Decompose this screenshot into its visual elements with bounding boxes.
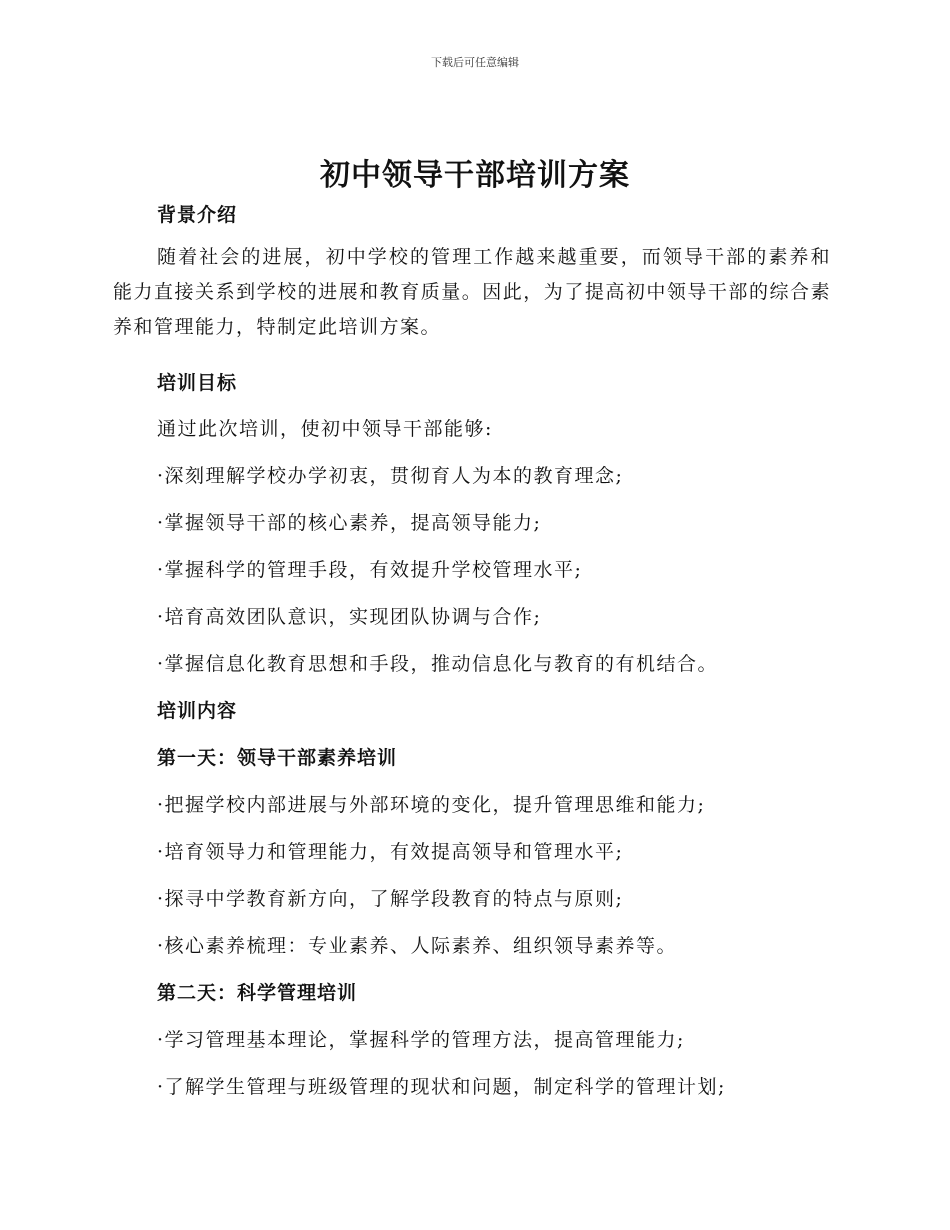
goal-item: ·掌握科学的管理手段，有效提升学校管理水平; <box>157 559 583 581</box>
day1-item: ·探寻中学教育新方向，了解学段教育的特点与原则; <box>157 888 624 910</box>
day1-item: ·核心素养梳理：专业素养、人际素养、组织领导素养等。 <box>157 935 678 957</box>
header-note: 下载后可任意编辑 <box>431 56 519 69</box>
goals-intro: 通过此次培训，使初中领导干部能够: <box>157 418 493 440</box>
goal-item: ·培育高效团队意识，实现团队协调与合作; <box>157 606 542 628</box>
document-title: 初中领导干部培训方案 <box>320 158 630 193</box>
day2-item: ·了解学生管理与班级管理的现状和问题，制定科学的管理计划; <box>157 1076 726 1098</box>
background-paragraph: 随着社会的进展，初中学校的管理工作越来越重要，而领导干部的素养和能力直接关系到学校的进展和教育质量。因此，为了提高初中领导干部的综合素养和管理能力，特制定此培训方案。 <box>113 246 831 338</box>
section-heading-background: 背景介绍 <box>157 204 238 226</box>
goal-item: ·掌握领导干部的核心素养，提高领导能力; <box>157 512 542 534</box>
section-heading-content: 培训内容 <box>157 700 238 722</box>
day2-item: ·学习管理基本理论，掌握科学的管理方法，提高管理能力; <box>157 1029 685 1051</box>
goal-item: ·掌握信息化教育思想和手段，推动信息化与教育的有机结合。 <box>157 653 719 675</box>
day1-heading: 第一天：领导干部素养培训 <box>157 747 398 769</box>
day2-heading: 第二天：科学管理培训 <box>157 982 358 1004</box>
section-heading-goals: 培训目标 <box>157 372 238 394</box>
day1-item: ·把握学校内部进展与外部环境的变化，提升管理思维和能力; <box>157 794 706 816</box>
goal-item: ·深刻理解学校办学初衷，贯彻育人为本的教育理念; <box>157 465 624 487</box>
day1-item: ·培育领导力和管理能力，有效提高领导和管理水平; <box>157 841 624 863</box>
